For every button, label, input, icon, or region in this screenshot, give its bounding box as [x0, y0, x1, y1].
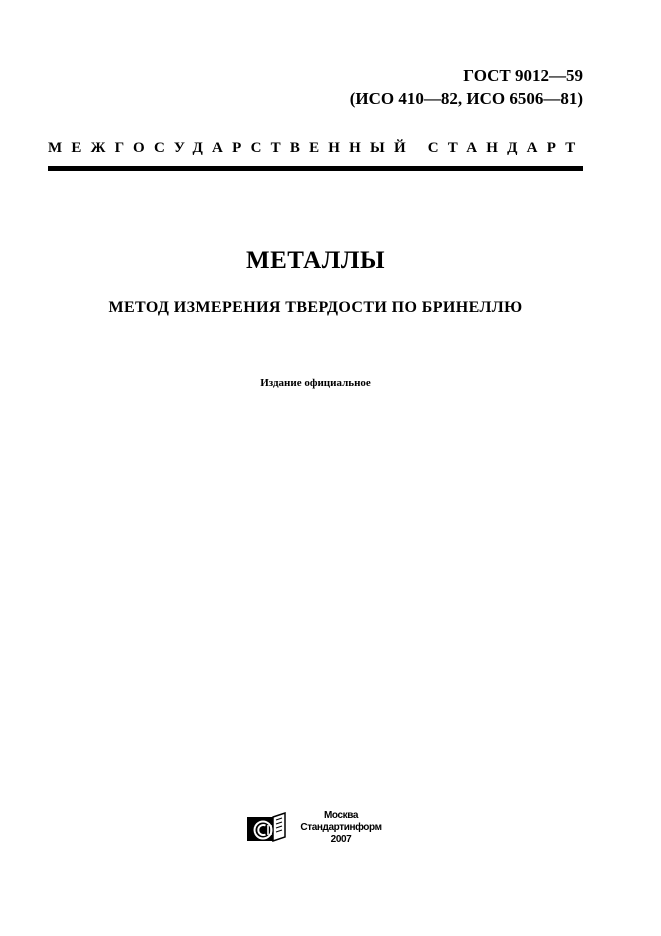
imprint-city: Москва: [323, 810, 359, 821]
gost-number: ГОСТ 9012—59: [463, 66, 583, 85]
iso-numbers: (ИСО 410—82, ИСО 6506—81): [349, 89, 583, 108]
document-title: МЕТАЛЛЫ: [245, 247, 386, 274]
imprint: [294, 810, 388, 846]
standartinform-logo-icon: [246, 812, 286, 842]
edition-note: Издание официальное: [260, 377, 371, 389]
imprint-publisher: Стандартинформ: [300, 822, 382, 833]
header-rule: [48, 166, 583, 171]
document-codes: [350, 64, 583, 110]
document-subtitle: МЕТОД ИЗМЕРЕНИЯ ТВЕРДОСТИ ПО БРИНЕЛЛЮ: [108, 299, 523, 316]
standard-type-heading: МЕЖГОСУДАРСТВЕННЫЙ СТАНДАРТ: [48, 140, 585, 156]
imprint-year: 2007: [330, 834, 352, 845]
